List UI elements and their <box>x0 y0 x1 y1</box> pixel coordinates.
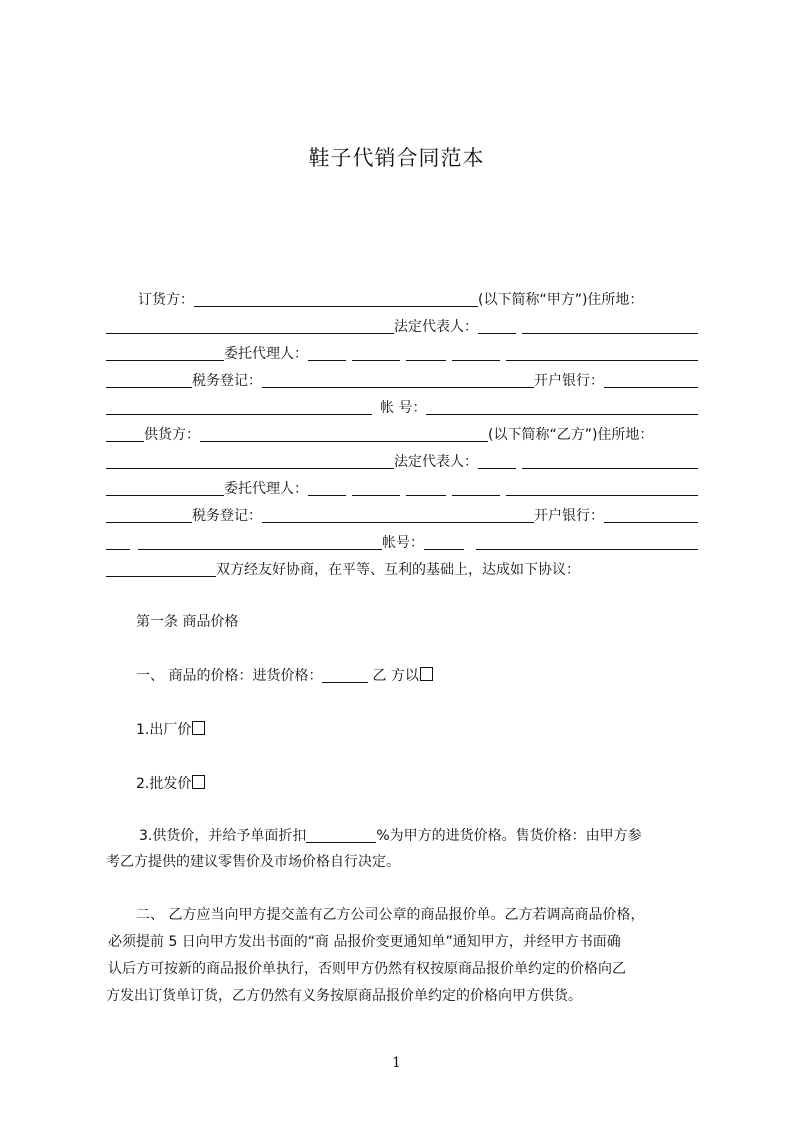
seller-agent-blank-1[interactable] <box>308 481 346 496</box>
option-supply-tail: %为甲方的进货价格。售货价格：由甲方参 <box>376 828 642 844</box>
seller-account-blank-a[interactable] <box>424 535 464 550</box>
item1-lead: 一、 商品的价格：进货价格： <box>136 668 323 684</box>
seller-legal-rep-blank-a[interactable] <box>478 454 516 469</box>
seller-bank-blank[interactable] <box>604 508 698 523</box>
option-factory-label: 1.出厂价 <box>136 722 192 738</box>
consensus-text: 双方经友好协商，在平等、互利的基础上，达成如下协议： <box>216 562 580 578</box>
buyer-account-label: 帐 号： <box>380 400 427 416</box>
seller-tax-blank[interactable] <box>262 508 534 523</box>
buyer-agent-blank-5[interactable] <box>506 346 698 361</box>
buyer-legal-rep-label: 法定代表人： <box>394 319 478 335</box>
option-supply-price <box>139 826 642 846</box>
buyer-agent-pre-blank[interactable] <box>106 346 224 361</box>
buyer-line <box>106 290 698 310</box>
checkbox-wholesale-price[interactable] <box>192 775 205 789</box>
seller-bank-blank-cont-a[interactable] <box>106 535 130 550</box>
buyer-agent-blank-4[interactable] <box>452 346 500 361</box>
buyer-tax-line <box>106 371 698 391</box>
discount-blank[interactable] <box>306 828 376 843</box>
buyer-bank-label: 开户银行： <box>534 373 604 389</box>
seller-abbr-label: (以下简称“乙方”)住所地： <box>488 427 654 443</box>
buyer-agent-blank-3[interactable] <box>406 346 446 361</box>
seller-agent-blank-4[interactable] <box>452 481 500 496</box>
buyer-tax-label: 税务登记： <box>192 373 262 389</box>
option-wholesale-label: 2.批发价 <box>136 776 192 792</box>
seller-account-blank-b[interactable] <box>476 535 698 550</box>
buyer-bank-blank-cont[interactable] <box>106 400 372 415</box>
seller-account-label: 帐号： <box>382 535 424 551</box>
seller-agent-label: 委托代理人： <box>224 481 308 497</box>
checkbox-option[interactable] <box>420 667 433 681</box>
article1-item1 <box>136 666 433 686</box>
seller-legal-rep-label: 法定代表人： <box>394 454 478 470</box>
option-wholesale-price <box>136 774 205 794</box>
seller-account-line <box>106 533 698 553</box>
article2-line4: 方发出订货单订货，乙方仍然有义务按原商品报价单约定的价格向甲方供货。 <box>106 988 582 1004</box>
seller-bank-label: 开户银行： <box>534 508 604 524</box>
seller-agent-blank-5[interactable] <box>506 481 698 496</box>
seller-address-line <box>106 452 698 472</box>
seller-agent-blank-2[interactable] <box>352 481 400 496</box>
buyer-legal-rep-blank-a[interactable] <box>478 319 516 334</box>
buyer-tax-blank[interactable] <box>262 373 534 388</box>
seller-bank-blank-cont-b[interactable] <box>138 535 382 550</box>
seller-label: 供货方： <box>144 427 200 443</box>
option-factory-price <box>136 720 205 740</box>
article2-line1: 二、 乙方应当向甲方提交盖有乙方公司公章的商品报价单。乙方若调高商品价格， <box>136 907 645 923</box>
seller-tax-pre-blank[interactable] <box>106 508 192 523</box>
buyer-label: 订货方： <box>138 292 194 308</box>
buyer-agent-blank-2[interactable] <box>352 346 400 361</box>
buyer-account-line <box>106 398 698 418</box>
seller-agent-line <box>106 479 698 499</box>
buyer-address-blank[interactable] <box>106 319 394 334</box>
option-supply-lead: 3.供货价，并给予单面折扣 <box>139 828 307 844</box>
seller-legal-rep-blank-b[interactable] <box>522 454 698 469</box>
seller-pre-blank[interactable] <box>106 427 144 442</box>
buyer-agent-blank-1[interactable] <box>308 346 346 361</box>
consensus-pre-blank[interactable] <box>106 562 216 577</box>
buyer-account-blank[interactable] <box>426 400 698 415</box>
article1-heading: 第一条 商品价格 <box>136 614 239 630</box>
buyer-agent-line <box>106 344 698 364</box>
seller-name-blank[interactable] <box>200 427 488 442</box>
purchase-price-blank[interactable] <box>322 668 368 683</box>
item1-tail: 乙 方以 <box>372 668 419 684</box>
buyer-name-blank[interactable] <box>194 292 478 307</box>
seller-address-blank[interactable] <box>106 454 394 469</box>
checkbox-factory-price[interactable] <box>192 721 205 735</box>
seller-tax-label: 税务登记： <box>192 508 262 524</box>
document-title: 鞋子代销合同范本 <box>308 146 485 170</box>
seller-agent-pre-blank[interactable] <box>106 481 224 496</box>
page-number: 1 <box>392 1055 401 1071</box>
seller-agent-blank-3[interactable] <box>406 481 446 496</box>
option-supply-line2: 考乙方提供的建议零售价及市场价格自行决定。 <box>106 854 400 870</box>
seller-tax-line <box>106 506 698 526</box>
buyer-address-line <box>106 317 698 337</box>
buyer-tax-pre-blank[interactable] <box>106 373 192 388</box>
buyer-abbr-label: (以下简称“甲方”)住所地： <box>478 292 644 308</box>
buyer-bank-blank[interactable] <box>604 373 698 388</box>
seller-line <box>106 425 698 445</box>
article2-line3: 认后方可按新的商品报价单执行，否则甲方仍然有权按原商品报价单约定的价格向乙 <box>108 961 626 977</box>
buyer-agent-label: 委托代理人： <box>224 346 308 362</box>
consensus-line <box>106 560 698 580</box>
buyer-legal-rep-blank-b[interactable] <box>522 319 698 334</box>
article2-line2: 必须提前 5 日向甲方发出书面的“商 品报价变更通知单”通知甲方，并经甲方书面确 <box>108 934 621 950</box>
